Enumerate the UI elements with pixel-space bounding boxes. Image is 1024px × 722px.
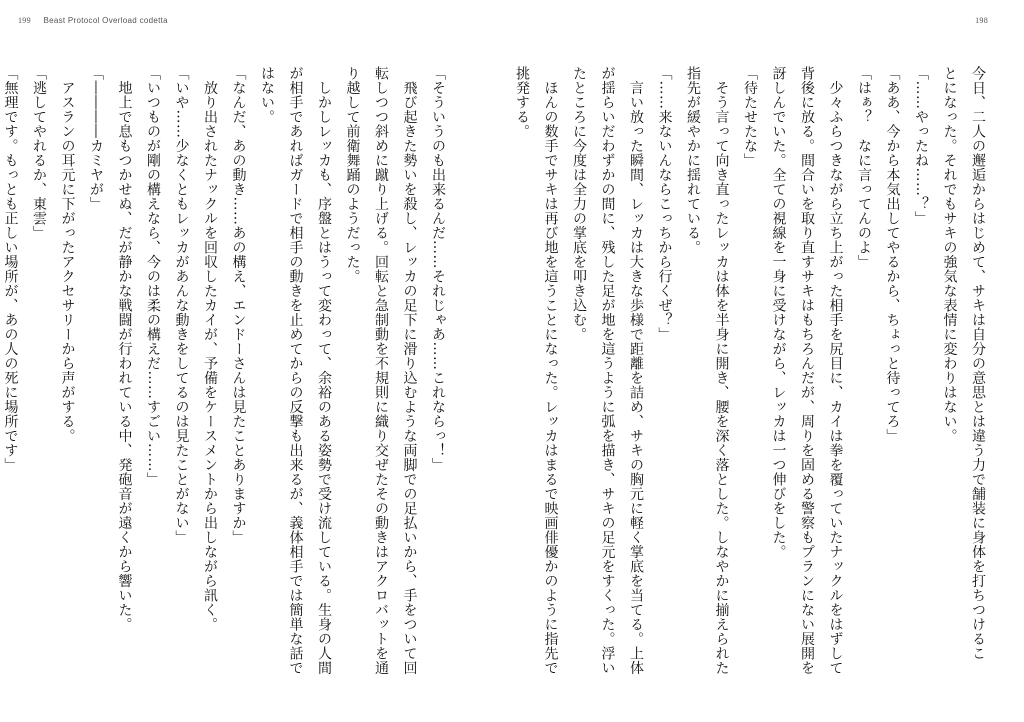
text-line: 「無理です。もっとも正しい場所が、あの人の死に場所です」 — [2, 66, 19, 472]
right-page-number: 198 — [975, 16, 988, 25]
text-line: 「――――カミヤが」 — [88, 66, 104, 211]
left-page-header — [18, 16, 168, 25]
text-line: 「待たせたな」 — [742, 66, 758, 168]
text-line: 指先が緩やかに揺れている。 — [685, 66, 701, 255]
text-line: たところに今度は全力の掌底を叩き込む。 — [571, 66, 587, 342]
text-line: 少々ふらつきながら立ち上がった相手を尻目に、カイは拳を覆っていたナックルをはずして — [827, 66, 844, 675]
text-line: はない。 — [259, 66, 275, 124]
text-line: 放り出されたナックルを回収したカイが、予備をケースメントから出しながら訊く。 — [202, 66, 218, 632]
text-line: 「そういうのも出来るんだ……それじゃあ……これならっ！」 — [430, 66, 446, 472]
text-line: アスランの耳元に下がったアクセサリーから声がする。 — [59, 66, 76, 443]
text-line: 今日、二人の邂逅からはじめて、サキは自分の意思とは違う力で舗装に身体を打ちつけるこ — [970, 66, 986, 661]
left-page-body — [2, 66, 452, 696]
text-line: 「……来ないんならこっちから行くぜ？」 — [656, 66, 673, 342]
text-line: ほんの数手でサキは再び地を這うことになった。レッカはまるで映画俳優かのように指先で — [542, 66, 559, 675]
text-line: しかしレッカも、序盤とはうって変わって、余裕のある姿勢で受け流している。生身の人間 — [316, 66, 332, 675]
text-line: 「いつものが剛の構えなら、今のは柔の構えだ……すごい……」 — [145, 66, 161, 487]
text-line: り越して前衛舞踊のようだった。 — [344, 66, 361, 284]
text-line: 挑発する。 — [514, 66, 530, 139]
text-line: 転しつつ斜めに蹴り上げる。回転と急制動を不規則に織り交ぜたその動きはアクロバットを通 — [373, 66, 389, 675]
right-page-body — [514, 66, 992, 696]
book-title: Beast Protocol Overload codetta — [43, 16, 168, 25]
text-line: とになった。それでもサキの強気な表情に変わりはない。 — [941, 66, 958, 443]
text-line: 言い放った瞬間、レッカは大きな歩様で距離を詰め、サキの胸元に軽く掌底を当てる。上体 — [628, 66, 644, 675]
text-line: そう言って向き直ったレッカは体を半身に開き、腰を深く落とした。しなやかに揃えられた — [713, 66, 730, 675]
text-line: 「はぁ？ なに言ってんのよ」 — [856, 66, 872, 269]
text-line: 「なんだ、あの動き……あの構え、エンドーさんは見たことありますか」 — [230, 66, 247, 545]
text-line: 「いや……少なくともレッカがあんな動きをしてるのは見たことがない」 — [173, 66, 190, 545]
text-line: が揺らいだわずかの間に、残した足が地を這うように弧を描き、サキの足元をすくった。浮い — [599, 66, 616, 675]
right-page-header — [975, 16, 998, 25]
text-line: 「ああ、今から本気出してやるから、ちょっと待ってろ」 — [884, 66, 901, 443]
text-line: が相手であればガードで相手の動きを止めてからの反撃も出来るが、義体相手では簡単な話で — [287, 66, 304, 675]
text-line: 地上で息もつかせぬ、だが静かな戦闘が行われている中、発砲音が遠くから響いた。 — [116, 66, 133, 632]
text-line: 「逃してやれるか、東雲」 — [31, 66, 47, 240]
text-line: 「……やったね……？」 — [913, 66, 929, 226]
text-line: 背後に放る。間合いを取り直すサキはもちろんだが、周りを固める警察もプランにない展開を — [799, 66, 815, 675]
text-line: 訝しんでいた。全ての視線を一身に受けながら、レッカは一つ伸びをした。 — [770, 66, 787, 559]
left-page-number: 199 — [18, 16, 31, 25]
text-line: 飛び起きた勢いを殺し、レッカの足下に滑り込むような両脚での足払いから、手をついて回 — [401, 66, 418, 675]
